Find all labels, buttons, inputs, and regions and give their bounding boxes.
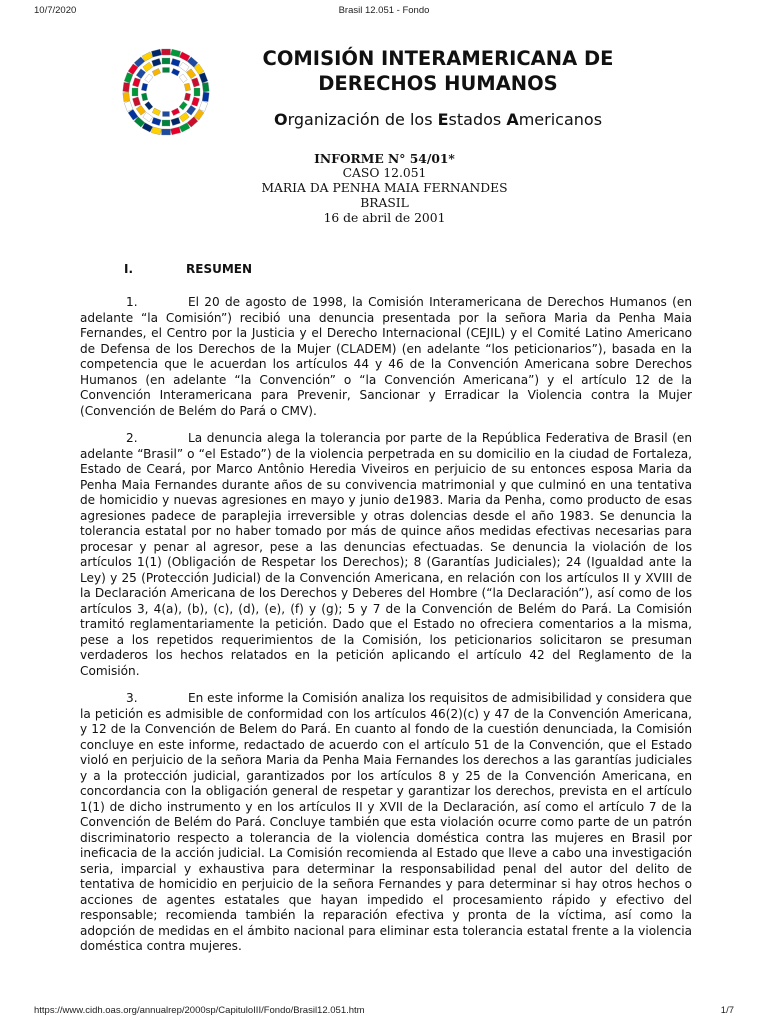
paragraph-text: La denuncia alega la tolerancia por parte de la República Federativa de Brasil (en adelante “Brasil” o “el Estado”) de la violencia perpetrada en su domicilio en la ciudad de Fortaleza, Estado de Ceará, por Marco Antônio Heredia Viveiros en perjuicio de su entonces esposa Maria da Penha Maia Fernandes durante años de su convivencia matrimonial y que culminó en una tentativa de homicidio y nuevas agresiones en mayo y junio de1983. Maria da Penha, como producto de esas agresiones padece de paraplejia irreversible y otras dolencias desde el año 1983. Se denuncia la tolerancia estatal por no haber tomado por más de quince años medidas efectivas necesarias para procesar y penar al agresor, pese a las denuncias efectuadas. Se denuncia la violación de los artículos 1(1) (Obligación de Respetar los Derechos); 8 (Garantías Judiciales); 24 (Igualdad ante la Ley) y 25 (Protección Judicial) de la Convención Americana, en relación con los artículos II y XVIII de la Declaración Americana de los Derechos y Deberes del Hombre (“la Declaración”), así como de los artículos 3, 4(a), (b), (c), (d), (e), (f) y (g); 5 y 7 de la Convención de Belém do Pará. La Comisión tramitó reglamentariamente la petición. Dado que el Estado no ofreciera comentarios a la misma, pese a los repetidos requerimientos de la Comisión, los peticionarios solicitaron se presuman verdaderos los hechos relatados en la petición aplicando el artículo 42 del Reglamento de la Comisión. [80,431,692,678]
seal-flag-tile [171,108,179,116]
country-name: BRASIL [360,196,409,210]
seal-flag-tile [141,93,147,101]
seal-flag-tile [151,127,161,135]
print-page-title: Brasil 12.051 - Fondo [338,5,430,16]
seal-flag-tile [163,68,170,73]
subtitle-part: O [273,110,288,129]
seal-flag-tile [132,97,140,106]
paragraph-2 [80,431,692,679]
oas-flags-seal-icon [118,44,214,140]
paragraph-text: El 20 de agosto de 1998, la Comisión Interamericana de Derechos Humanos (en adelante “la Comisión”) recibió una denuncia presentada por la señora Maria da Penha Maia Fernandes, el Centro por la Justicia y el Derecho Internacional (CEJIL) y el Comité Latino Americano de Defensa de los Derechos de la Mujer (CLADEM) (en adelante “los peticionarios”), basada en la competencia que le acuerdan los artículos 44 y 46 de la Convención Americana sobre Derechos Humanos (en adelante “la Convención” o “la Convención Americana”) y el artículo 12 de la Convención Interamericana para Prevenir, Sancionar y Erradicar la Violencia contra la Mujer (Convención de Belém do Pará o CMV). [80,295,692,418]
seal-flag-tile [202,82,209,92]
subtitle-part: stados [448,110,507,129]
section-title: RESUMEN [186,262,253,276]
seal-flag-tile [162,129,171,135]
organization-title [210,46,666,96]
section-number: I. [124,262,134,276]
seal-flag-tile [136,69,146,79]
seal-flag-tile [171,68,179,76]
seal-flag-tile [152,68,160,76]
organization-subtitle [210,110,666,129]
organization-title-line1: COMISIÓN INTERAMERICANA DE [262,47,614,70]
seal-flag-tile [151,49,161,57]
report-number: INFORME N° 54/01* [314,151,455,166]
seal-flag-tile [124,73,133,84]
seal-flag-tile [124,101,133,112]
seal-flag-tile [184,83,190,91]
report-date: 16 de abril de 2001 [323,211,446,225]
seal-flag-tile [194,88,200,96]
paragraph-text: En este informe la Comisión analiza los requisitos de admisibilidad y considera que la petición es admisible de conformidad con los artículos 46(2)(c) y 47 de la Convención Americana, y 12 de la Convención de Belem do Pará. En cuanto al fondo de la cuestión denunciada, la Comisión concluye en este informe, redactado de acuerdo con el artículo 51 de la Convención, que el Estado violó en perjuicio de la señora Maria da Penha Maia Fernandes los derechos a las garantías judiciales y a la protección judicial, garantizados por los artículos 8 y 25 de la Convención Americana, en concordancia con la obligación general de respetar y garantizar los derechos, prevista en el artículo 1(1) de dicho instrumento y en los artículos II y XVII de la Declaración, así como el artículo 7 de la Convención de Belém do Pará. Concluye también que esta violación ocurre como parte de un patrón discriminatorio respecto a tolerancia de la violencia doméstica contra las mujeres en Brasil por ineficacia de la acción judicial. La Comisión recomienda al Estado que lleve a cabo una investigación seria, imparcial y exhaustiva para determinar la responsabilidad penal del autor del delito de tentativa de homicidio en perjuicio de la señora Fernandes y para determinar si hay otros hechos o acciones de agentes estatales que hayan impedido el procesamiento rápido y efectivo del responsable; recomienda también la reparación efectiva y pronta de la víctima, así como la adopción de medidas en el ámbito nacional para eliminar esta tolerancia estatal frente a la violencia doméstica contra mujeres. [80,691,692,953]
seal-svg [118,44,214,140]
seal-flag-tile [123,92,130,102]
seal-flag-tile [191,78,199,87]
seal-flag-tile [179,62,189,72]
case-number: CASO 12.051 [342,166,427,180]
seal-flag-tile [186,69,196,79]
section-heading [124,262,252,276]
seal-flag-tile [179,101,187,110]
seal-flag-tile [152,58,161,66]
seal-flag-tile [132,78,140,87]
seal-flag-tile [143,112,153,122]
seal-flag-tile [141,83,147,91]
paragraph-1 [80,295,692,419]
seal-flag-tile [191,97,199,106]
seal-flag-tile [179,74,187,83]
seal-flag-tile [162,120,170,126]
seal-flag-tile [184,93,190,101]
seal-flag-tile [199,73,208,84]
seal-flag-tile [152,108,160,116]
seal-flag-tile [162,49,171,55]
report-heading [150,151,619,226]
seal-flag-tile [199,101,208,112]
print-date: 10/7/2020 [34,5,77,16]
paragraph-number: 2. [126,431,138,445]
seal-flag-tile [179,112,189,122]
seal-flag-tile [202,92,209,102]
page-url: https://www.cidh.oas.org/annualrep/2000sp/CapituloIII/Fondo/Brasil12.051.htm [34,1005,365,1016]
seal-flag-tile [145,101,153,110]
seal-flag-tile [170,49,180,57]
print-header [0,5,768,19]
petitioner-name: MARIA DA PENHA MAIA FERNANDES [261,181,508,195]
seal-flag-tile [132,88,138,96]
seal-flag-tile [162,58,170,64]
seal-flag-tile [186,105,196,115]
print-footer [0,1002,768,1016]
seal-flag-tile [170,127,180,135]
seal-flag-tile [145,74,153,83]
paragraph-number: 3. [126,691,138,705]
seal-flag-tile [163,112,170,117]
seal-flag-tile [136,105,146,115]
paragraph-3 [80,691,692,955]
seal-flag-tile [143,62,153,72]
page-counter: 1/7 [720,1005,734,1016]
subtitle-part: mericanos [518,110,603,129]
subtitle-part: A [506,110,519,129]
organization-title-line2: DERECHOS HUMANOS [318,72,558,95]
subtitle-part: E [437,110,449,129]
seal-flag-tile [123,82,130,92]
paragraph-number: 1. [126,295,138,309]
subtitle-part: rganización de los [287,110,438,129]
seal-flag-tile [152,117,161,125]
seal-center [152,78,180,106]
seal-flag-tile [171,117,180,125]
seal-flag-tile [171,58,180,66]
